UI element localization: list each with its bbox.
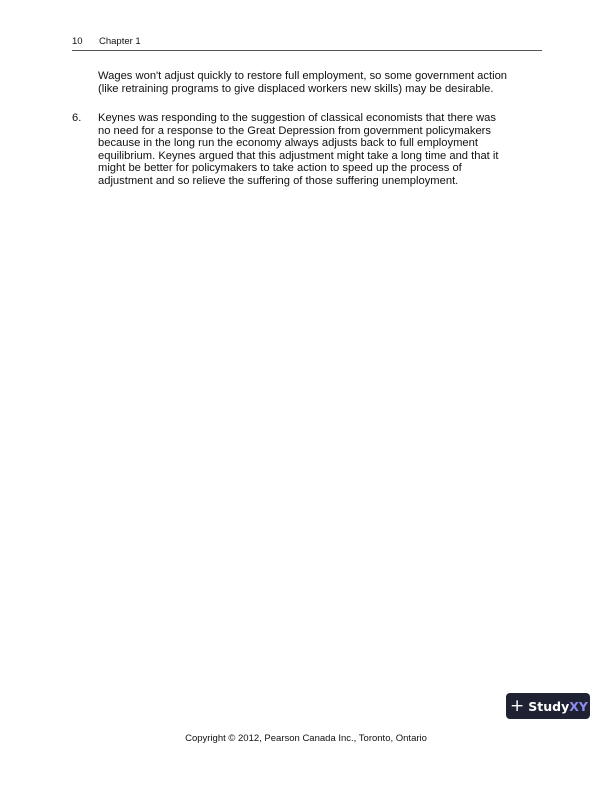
- paragraph-line: might be better for policymakers to take action to speed up the process of: [98, 162, 462, 175]
- brand-suffix: XY: [569, 698, 588, 714]
- paragraph-line: adjustment and so relieve the suffering of those suffering unemployment.: [98, 174, 459, 187]
- chapter-title: Chapter 1: [99, 36, 141, 47]
- continuation-paragraph: [98, 70, 546, 95]
- paragraph-line: Wages won't adjust quickly to restore full employment, so some government action: [98, 70, 508, 82]
- page-number: 10: [72, 36, 83, 47]
- paragraph-line: because in the long run the economy always adjusts back to full employment: [98, 137, 478, 150]
- answer-text: [98, 112, 546, 188]
- paragraph-line: no need for a response to the Great Depression from government policymakers: [98, 124, 492, 137]
- paragraph-line: (like retraining programs to give displaced workers new skills) may be desirable.: [98, 82, 494, 95]
- page-footer: [0, 733, 612, 744]
- copyright-text: Copyright © 2012, Pearson Canada Inc., Toronto, Ontario: [185, 733, 427, 744]
- brand-prefix: Study: [528, 698, 570, 714]
- answer-item-6: [72, 112, 546, 188]
- studyxy-watermark-badge: [506, 693, 590, 719]
- paragraph-line: equilibrium. Keynes argued that this adjustment might take a long time and that it: [98, 149, 499, 162]
- page-header: [72, 36, 542, 51]
- paragraph-line: Keynes was responding to the suggestion of classical economists that there was: [98, 112, 496, 124]
- plus-icon: +: [510, 695, 525, 716]
- item-number: 6.: [72, 112, 82, 124]
